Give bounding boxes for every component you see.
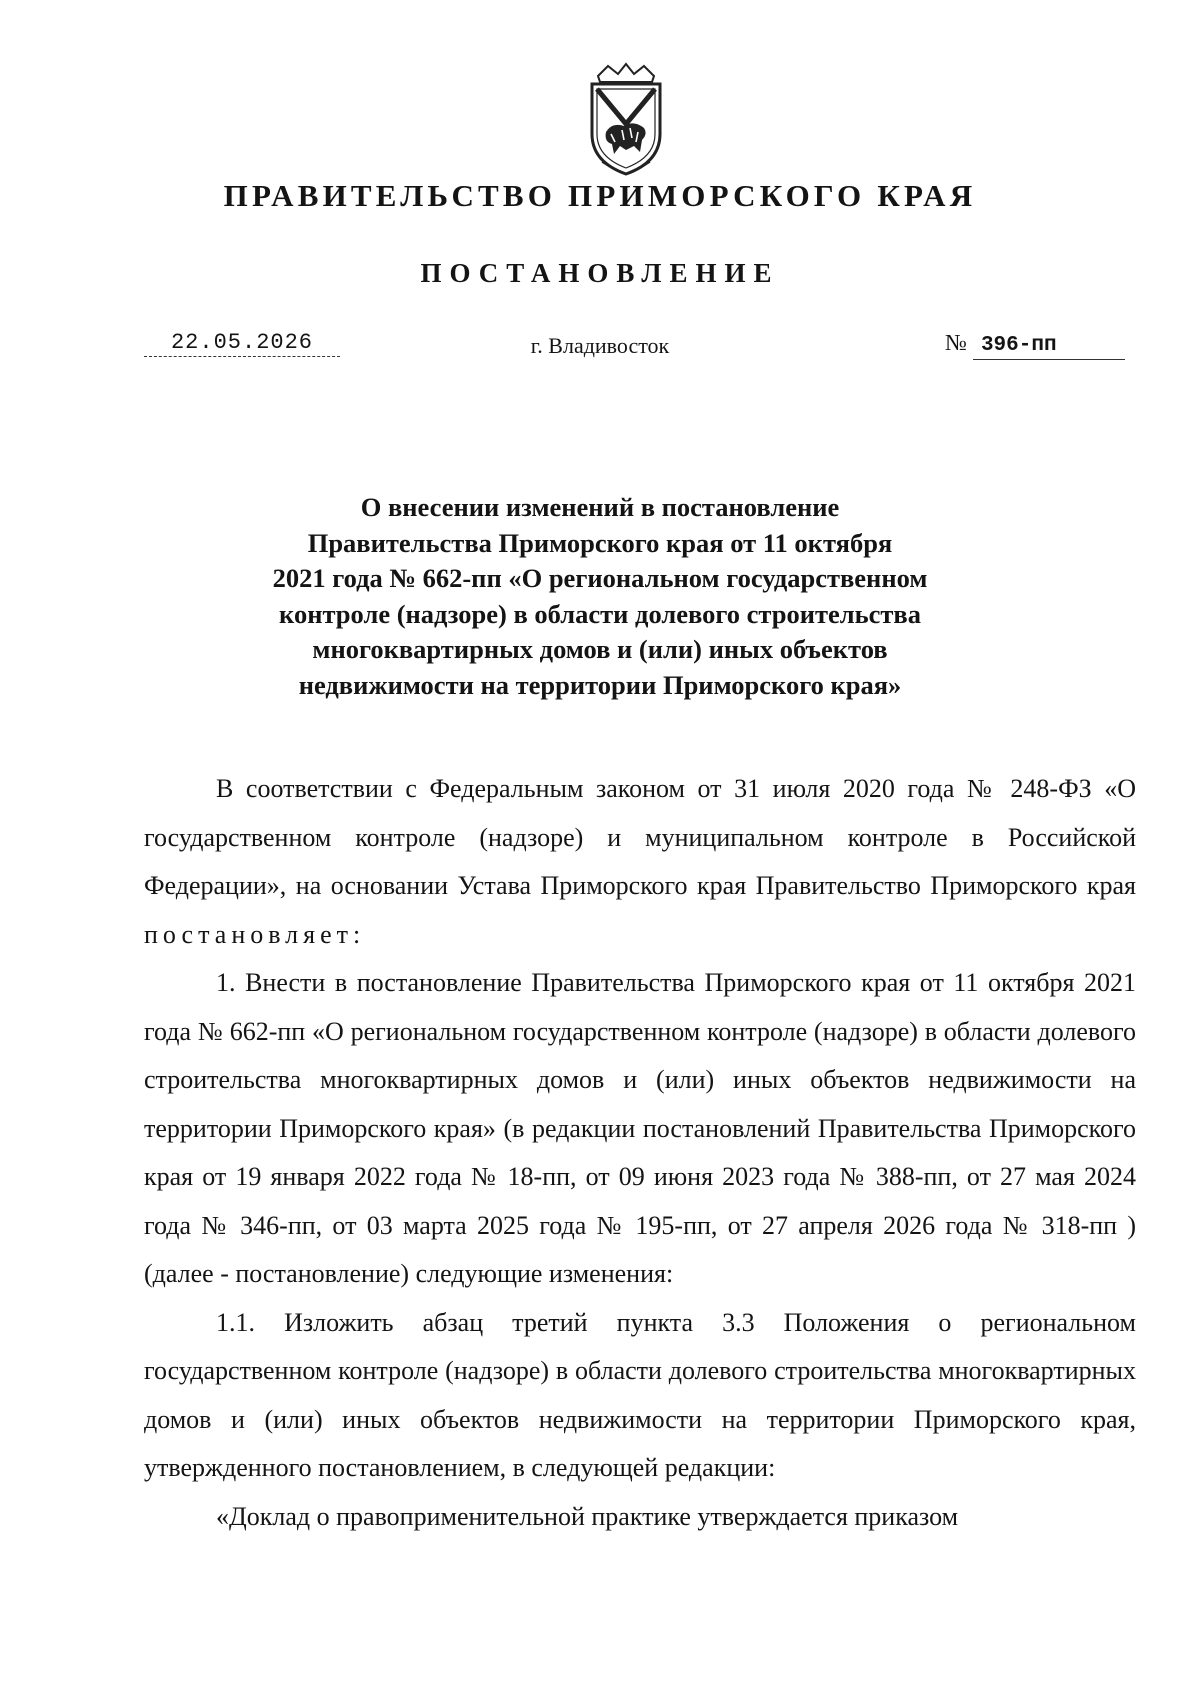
- document-city: г. Владивосток: [530, 333, 670, 358]
- paragraph-item-1-1: 1.1. Изложить абзац третий пункта 3.3 Положения о региональном государственном контроле (надзоре) в области долевого строительства многоквартирных домов и (или) иных объектов недвижимости на территории Приморского края, утвержденного постановлением, в следующей редакции:: [144, 1307, 1136, 1482]
- document-type: ПОСТАНОВЛЕНИЕ: [420, 258, 780, 288]
- heading-line: Правительства Приморского края от 11 октября: [307, 527, 893, 558]
- coat-of-arms-icon: [578, 62, 674, 178]
- decree-word: постановляет:: [144, 919, 366, 949]
- document-heading: [250, 490, 950, 703]
- number-label: №: [945, 330, 967, 355]
- document-body: [144, 765, 1136, 1541]
- preamble-text: В соответствии с Федеральным законом от 31 июля 2020 года № 248-ФЗ «О государственном контроле (надзоре) и муниципальном контроле в Российской Федерации», на основании Устава Приморского края Правительство Приморского края: [144, 774, 1136, 900]
- heading-line: О внесении изменений в постановление: [360, 492, 840, 522]
- government-title: ПРАВИТЕЛЬСТВО ПРИМОРСКОГО КРАЯ: [223, 178, 977, 213]
- heading-line: недвижимости на территории Приморского края»: [298, 669, 902, 700]
- heading-line: 2021 года № 662-пп «О региональном государственном: [272, 563, 928, 593]
- number-value: 396-пп: [973, 333, 1125, 360]
- document-number: [945, 330, 1125, 360]
- paragraph-quote: «Доклад о правоприменительной практике утверждается приказом: [216, 1501, 959, 1531]
- paragraph-item-1: 1. Внести в постановление Правительства Приморского края от 11 октября 2021 года № 662-пп «О региональном государственном контроле (надзоре) в области долевого строительства многоквартирных домов и (или) иных объектов недвижимости на территории Приморского края» (в редакции постановлений Правительства Приморского края от 19 января 2022 года № 18-пп, от 09 июня 2023 года № 388-пп, от 27 мая 2024 года № 346-пп, от 03 марта 2025 года № 195-пп, от 27 апреля 2026 года № 318-пп ) (далее - постановление) следующие изменения:: [144, 968, 1136, 1288]
- heading-line: контроле (надзоре) в области долевого строительства: [279, 598, 921, 629]
- paragraph-preamble: [144, 765, 1136, 959]
- document-date: 22.05.2026: [144, 330, 340, 357]
- heading-line: многоквартирных домов и (или) иных объектов: [312, 634, 888, 664]
